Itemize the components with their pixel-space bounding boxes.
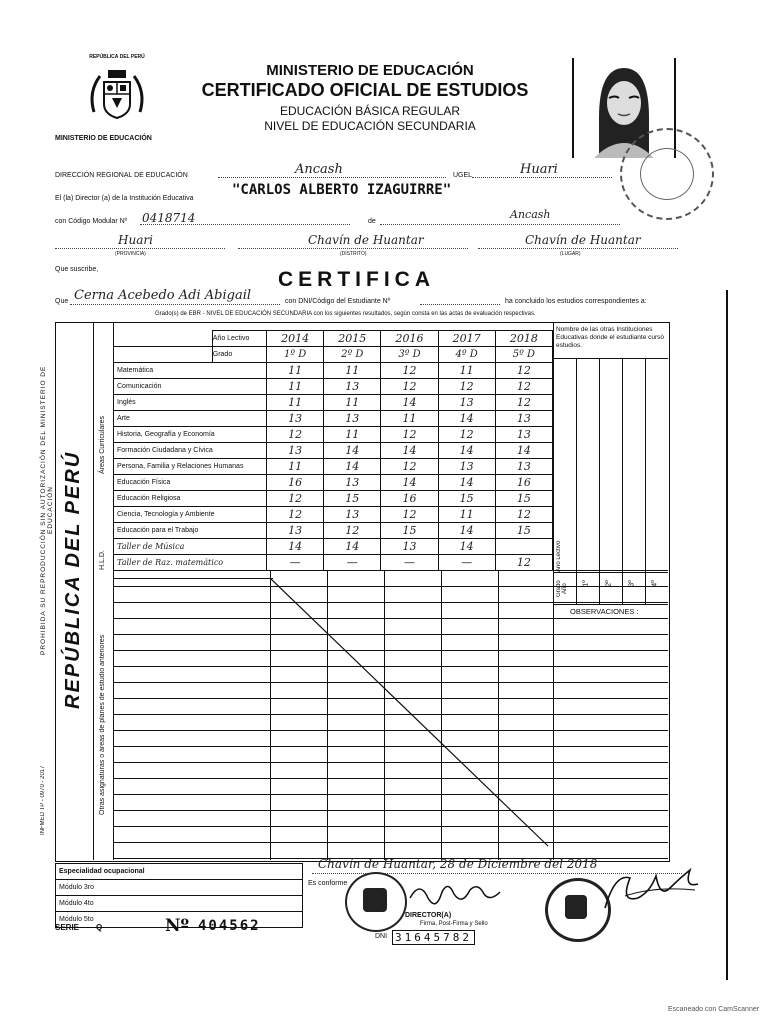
other-grade-col: 1º bbox=[582, 580, 590, 587]
other-grade-col: 3º bbox=[628, 580, 636, 587]
director-label: El (la) Director (a) de la Institución Educativa bbox=[55, 195, 194, 202]
score-cell: 13 bbox=[381, 539, 438, 555]
score-cell: 13 bbox=[438, 459, 495, 475]
year-cell: 2015 bbox=[324, 331, 381, 347]
region-value: Ancash bbox=[510, 208, 551, 221]
subject-name: Taller de Raz. matemático bbox=[114, 555, 267, 571]
score-cell: 15 bbox=[324, 491, 381, 507]
dre-label: DIRECCIÓN REGIONAL DE EDUCACIÓN bbox=[55, 172, 188, 179]
coat-of-arms-logo bbox=[82, 54, 152, 132]
certifica-heading: CERTIFICA bbox=[278, 268, 435, 291]
place-date: Chavín de Huantar, 28 de Diciembre del 2018 bbox=[318, 857, 598, 871]
score-cell: 11 bbox=[324, 427, 381, 443]
score-cell: 13 bbox=[267, 411, 324, 427]
score-cell: 14 bbox=[267, 539, 324, 555]
grade-cell: 4º D bbox=[438, 347, 495, 363]
serie-value: Q bbox=[96, 923, 103, 932]
subject-name: Inglés bbox=[114, 395, 267, 411]
student-name: Cerna Acebedo Adi Abigail bbox=[74, 288, 252, 303]
score-cell: 12 bbox=[495, 555, 552, 571]
score-cell: 11 bbox=[267, 379, 324, 395]
ministry-heading: MINISTERIO DE EDUCACIÓN bbox=[266, 62, 474, 79]
score-cell: 13 bbox=[438, 395, 495, 411]
score-cell: 12 bbox=[495, 507, 552, 523]
score-cell: 11 bbox=[381, 411, 438, 427]
distrito-value: Chavín de Huantar bbox=[308, 233, 424, 247]
grado-ano-vertical: Grado Año bbox=[556, 580, 568, 598]
score-cell: 14 bbox=[381, 395, 438, 411]
score-cell: 14 bbox=[438, 523, 495, 539]
scanner-watermark: Escaneado con CamScanner bbox=[668, 1006, 760, 1013]
other-grade-col: 2º bbox=[605, 580, 613, 587]
score-cell: 14 bbox=[381, 443, 438, 459]
subject-name: Educación Física bbox=[114, 475, 267, 491]
provincia-label: (PROVINCIA) bbox=[115, 251, 146, 257]
score-cell: 14 bbox=[324, 443, 381, 459]
subject-name: Taller de Música bbox=[114, 539, 267, 555]
score-cell: 13 bbox=[324, 507, 381, 523]
score-cell: 14 bbox=[438, 411, 495, 427]
grades-text: Grado(s) de EBR - NIVEL DE EDUCACIÓN SECUNDARIA con los siguientes resultados, según consta en las actas de evaluación respectivas. bbox=[155, 311, 536, 317]
other-grade-col: 4º bbox=[651, 580, 659, 587]
year-cell: 2016 bbox=[381, 331, 438, 347]
score-cell: 11 bbox=[267, 459, 324, 475]
score-cell: 12 bbox=[267, 507, 324, 523]
ugel-value: Huari bbox=[520, 162, 558, 177]
subject-name: Persona, Familia y Relaciones Humanas bbox=[114, 459, 267, 475]
school-name: "CARLOS ALBERTO IZAGUIRRE" bbox=[232, 182, 452, 198]
lugar-label: (LUGAR) bbox=[560, 251, 581, 257]
score-cell: 12 bbox=[381, 427, 438, 443]
grado-label: Grado bbox=[212, 347, 266, 363]
score-cell: 12 bbox=[381, 379, 438, 395]
ugel-label: UGEL bbox=[453, 172, 473, 179]
signature-right bbox=[595, 868, 705, 918]
director-label: DIRECTOR(A) bbox=[405, 912, 452, 919]
subject-name: Educación Religiosa bbox=[114, 491, 267, 507]
score-cell: 13 bbox=[267, 443, 324, 459]
score-cell: 13 bbox=[495, 411, 552, 427]
score-cell: 13 bbox=[324, 475, 381, 491]
score-cell: 12 bbox=[267, 491, 324, 507]
score-cell: 12 bbox=[324, 523, 381, 539]
que-label: Que bbox=[55, 298, 69, 305]
score-cell: 15 bbox=[495, 523, 552, 539]
score-cell: — bbox=[438, 555, 495, 571]
codigo-value: 0418714 bbox=[142, 211, 196, 225]
score-cell: 14 bbox=[495, 443, 552, 459]
numero-label: Nº bbox=[165, 916, 190, 936]
score-cell: 11 bbox=[324, 395, 381, 411]
score-cell: 11 bbox=[324, 363, 381, 379]
modulo-row: Módulo 5to bbox=[56, 912, 303, 928]
conformidad-text: Es conforme bbox=[308, 880, 348, 887]
provincia-value: Huari bbox=[118, 233, 153, 247]
codigo-label: con Código Modular Nº bbox=[55, 218, 128, 225]
distrito-label: (DISTRITO) bbox=[340, 251, 367, 257]
score-cell: 15 bbox=[495, 491, 552, 507]
score-cell: 12 bbox=[438, 379, 495, 395]
score-cell: 12 bbox=[381, 507, 438, 523]
hld-label: H.L.D. bbox=[99, 550, 106, 570]
score-cell: — bbox=[381, 555, 438, 571]
subject-name: Educación para el Trabajo bbox=[114, 523, 267, 539]
subtitle-ebr: EDUCACIÓN BÁSICA REGULAR bbox=[279, 104, 461, 118]
grade-cell: 2º D bbox=[324, 347, 381, 363]
score-cell: 14 bbox=[438, 443, 495, 459]
certificate-title: CERTIFICADO OFICIAL DE ESTUDIOS bbox=[201, 80, 529, 100]
subtitle-level: NIVEL DE EDUCACIÓN SECUNDARIA bbox=[264, 119, 476, 133]
subject-name: Arte bbox=[114, 411, 267, 427]
serie-label: SERIE bbox=[55, 923, 80, 932]
score-cell: 14 bbox=[381, 475, 438, 491]
year-cell: 2014 bbox=[267, 331, 324, 347]
firma-label: Firma, Post-Firma y Sello bbox=[420, 921, 488, 927]
score-cell: 12 bbox=[381, 363, 438, 379]
score-cell: 14 bbox=[438, 539, 495, 555]
score-cell: 11 bbox=[267, 395, 324, 411]
score-cell: 13 bbox=[267, 523, 324, 539]
subject-name: Matemática bbox=[114, 363, 267, 379]
score-cell: 14 bbox=[324, 539, 381, 555]
subjects-table bbox=[113, 330, 553, 571]
score-cell: 12 bbox=[381, 459, 438, 475]
score-cell: 12 bbox=[495, 395, 552, 411]
score-cell: 11 bbox=[438, 363, 495, 379]
dre-value: Ancash bbox=[295, 162, 343, 177]
grade-cell: 1º D bbox=[267, 347, 324, 363]
score-cell: 13 bbox=[495, 427, 552, 443]
reproduction-notice: PROHIBIDA SU REPRODUCCIÓN SIN AUTORIZACIÓN DEL MINISTERIO DE EDUCACIÓN bbox=[40, 365, 54, 655]
dni-value: 31645782 bbox=[392, 930, 475, 945]
seal-ring-text: REPÚBLICA DEL PERÚ bbox=[89, 54, 145, 60]
school-stamp bbox=[620, 128, 714, 220]
areas-label: Áreas Curriculares bbox=[99, 416, 106, 474]
score-cell: 14 bbox=[324, 459, 381, 475]
score-cell: 11 bbox=[438, 507, 495, 523]
lugar-value: Chavín de Huantar bbox=[525, 233, 641, 247]
modulo-row: Módulo 3ro bbox=[56, 880, 303, 896]
other-institutions-header: Nombre de las otras Instituciones Educativas donde el estudiante cursó estudios. bbox=[556, 326, 665, 349]
score-cell: — bbox=[324, 555, 381, 571]
signature-left bbox=[405, 878, 505, 908]
grade-cell: 3º D bbox=[381, 347, 438, 363]
subject-name: Formación Ciudadana y Cívica bbox=[114, 443, 267, 459]
score-cell: 13 bbox=[324, 411, 381, 427]
score-cell: 12 bbox=[495, 379, 552, 395]
form-code: INFMED TP - 0970 - 2017 bbox=[40, 765, 46, 835]
score-cell: 15 bbox=[381, 523, 438, 539]
score-cell: — bbox=[267, 555, 324, 571]
subject-name: Historia, Geografía y Economía bbox=[114, 427, 267, 443]
dni-label-footer: DNI bbox=[375, 933, 388, 940]
ministry-caption: MINISTERIO DE EDUCACIÓN bbox=[55, 135, 152, 142]
ano-lectivo-vertical: Año Lectivo bbox=[556, 540, 562, 572]
director-seal bbox=[345, 872, 407, 932]
score-cell: 12 bbox=[495, 363, 552, 379]
de-label: de bbox=[368, 218, 376, 225]
observaciones-label: OBSERVACIONES : bbox=[570, 607, 639, 616]
score-cell: 12 bbox=[438, 427, 495, 443]
score-cell: 16 bbox=[267, 475, 324, 491]
score-cell bbox=[495, 539, 552, 555]
subject-name: Comunicación bbox=[114, 379, 267, 395]
score-cell: 13 bbox=[495, 459, 552, 475]
score-cell: 15 bbox=[438, 491, 495, 507]
republica-vertical: REPÚBLICA DEL PERÚ bbox=[62, 450, 84, 710]
score-cell: 12 bbox=[267, 427, 324, 443]
year-cell: 2017 bbox=[438, 331, 495, 347]
strike-line bbox=[270, 578, 555, 850]
dni-label: con DNI/Código del Estudiante Nº bbox=[285, 298, 391, 305]
score-cell: 14 bbox=[438, 475, 495, 491]
ano-lectivo-label: Año Lectivo bbox=[212, 331, 266, 347]
year-cell: 2018 bbox=[495, 331, 552, 347]
subject-name: Ciencia, Tecnología y Ambiente bbox=[114, 507, 267, 523]
numero-value: 404562 bbox=[198, 918, 261, 934]
especialidad-label: Especialidad ocupacional bbox=[56, 864, 303, 880]
score-cell: 11 bbox=[267, 363, 324, 379]
otras-label: Otras asignaturas o áreas de planes de estudio anteriores bbox=[99, 634, 106, 816]
score-cell: 16 bbox=[381, 491, 438, 507]
score-cell: 16 bbox=[495, 475, 552, 491]
concluded-text: ha concluido los estudios correspondientes a: bbox=[505, 298, 647, 305]
grade-cell: 5º D bbox=[495, 347, 552, 363]
score-cell: 13 bbox=[324, 379, 381, 395]
modulo-row: Módulo 4to bbox=[56, 896, 303, 912]
suscribe-text: Que suscribe, bbox=[55, 266, 99, 273]
